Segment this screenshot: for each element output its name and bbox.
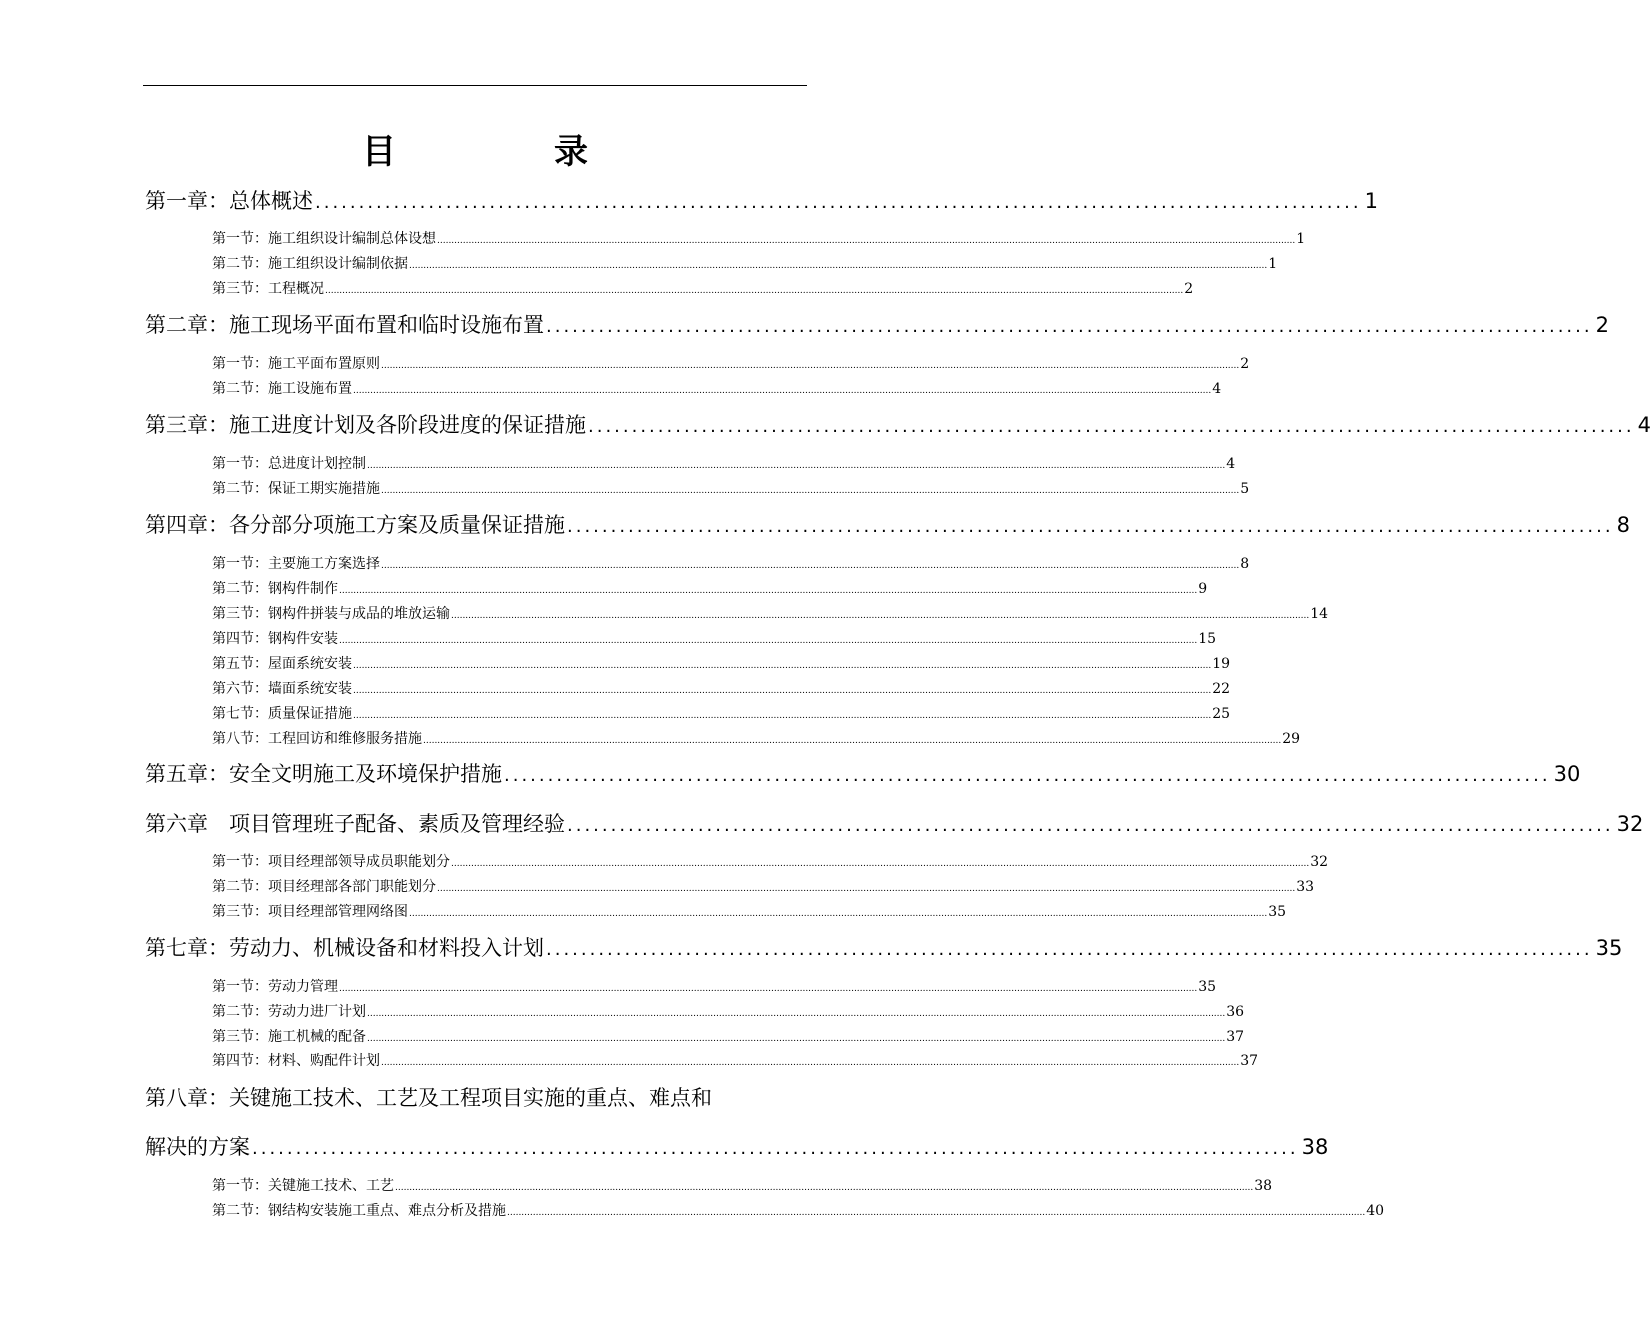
toc-section-entry[interactable] [212, 1001, 1245, 1021]
toc-section-entry[interactable] [212, 453, 1236, 473]
toc-dot-leader: ............................................................................................................................................................................................................................................................................................................ [381, 1058, 1240, 1068]
toc-page-number: 40 [1366, 1203, 1385, 1219]
toc-page-number: 37 [1226, 1029, 1245, 1045]
toc-dot-leader: ........................................................................................................................ [567, 815, 1614, 836]
toc-dot-leader: ............................................................................................................................................................................................................................................................................................................ [353, 661, 1212, 671]
toc-dot-leader: ........................................................................................................................ [504, 765, 1551, 786]
toc-page-number: 4 [1226, 456, 1236, 472]
toc-page-number: 19 [1212, 656, 1231, 672]
toc-dot-leader: ............................................................................................................................................................................................................................................................................................................ [451, 611, 1310, 621]
toc-dot-leader: ............................................................................................................................................................................................................................................................................................................ [367, 1034, 1226, 1044]
toc-section-entry[interactable] [212, 1200, 1385, 1220]
toc-section-entry[interactable] [212, 851, 1329, 871]
toc-section-entry[interactable] [212, 228, 1306, 248]
toc-section-entry[interactable] [212, 703, 1231, 723]
toc-section-entry[interactable] [212, 378, 1222, 398]
toc-entry-title: 第二节：钢构件制作 [212, 581, 338, 597]
toc-entry-title: 第四节：钢构件安装 [212, 631, 338, 647]
toc-dot-leader: ............................................................................................................................................................................................................................................................................................................ [339, 586, 1198, 596]
toc-entry-title: 第二节：项目经理部各部门职能划分 [212, 879, 436, 895]
toc-entry-title: 第一节：施工平面布置原则 [212, 356, 380, 372]
toc-entry-title: 第二章：施工现场平面布置和临时设施布置 [145, 313, 544, 337]
toc-dot-leader: ............................................................................................................................................................................................................................................................................................................ [381, 361, 1240, 371]
toc-section-entry[interactable] [212, 1026, 1245, 1046]
toc-chapter-entry[interactable] [145, 932, 1623, 964]
toc-page-number: 32 [1310, 854, 1329, 870]
toc-section-entry[interactable] [212, 578, 1208, 598]
toc-section-entry[interactable] [212, 976, 1217, 996]
toc-dot-leader: ............................................................................................................................................................................................................................................................................................................ [381, 486, 1240, 496]
toc-entry-title: 解决的方案 [145, 1135, 250, 1159]
toc-entry-title: 第七章：劳动力、机械设备和材料投入计划 [145, 936, 544, 960]
toc-chapter-entry[interactable] [145, 1131, 1329, 1163]
toc-page-number: 37 [1240, 1053, 1259, 1069]
toc-entry-title: 第二节：劳动力进厂计划 [212, 1004, 366, 1020]
toc-entry-title: 第二节：施工组织设计编制依据 [212, 256, 408, 272]
toc-page-number: 38 [1254, 1178, 1273, 1194]
toc-dot-leader: ............................................................................................................................................................................................................................................................................................................ [353, 711, 1212, 721]
toc-entry-title: 第一节：施工组织设计编制总体设想 [212, 231, 436, 247]
toc-entry-title: 第三节：项目经理部管理网络图 [212, 904, 408, 920]
toc-dot-leader: ............................................................................................................................................................................................................................................................................................................ [339, 636, 1198, 646]
toc-section-entry[interactable] [212, 478, 1250, 498]
toc-entry-title: 第二节：钢结构安装施工重点、难点分析及措施 [212, 1203, 506, 1219]
toc-entry-title: 第一节：总进度计划控制 [212, 456, 366, 472]
toc-entry-title: 第七节：质量保证措施 [212, 706, 352, 722]
toc-entry-title: 第一节：劳动力管理 [212, 979, 338, 995]
toc-page-number: 1 [1364, 189, 1378, 213]
toc-entry-title: 第一节：主要施工方案选择 [212, 556, 380, 572]
toc-chapter-entry[interactable] [145, 309, 1609, 341]
toc-chapter-entry[interactable] [145, 808, 1644, 840]
toc-dot-leader: ............................................................................................................................................................................................................................................................................................................ [353, 686, 1212, 696]
toc-page-number: 22 [1212, 681, 1231, 697]
toc-dot-leader: ............................................................................................................................................................................................................................................................................................................ [325, 286, 1184, 296]
toc-dot-leader: ............................................................................................................................................................................................................................................................................................................ [451, 859, 1310, 869]
toc-entry-title: 第八章：关键施工技术、工艺及工程项目实施的重点、难点和 [145, 1086, 712, 1110]
toc-entry-title: 第六章 项目管理班子配备、素质及管理经验 [145, 812, 565, 836]
toc-page-number: 38 [1301, 1135, 1329, 1159]
toc-dot-leader: ............................................................................................................................................................................................................................................................................................................ [507, 1208, 1366, 1218]
toc-chapter-entry[interactable] [145, 758, 1581, 790]
toc-page-number: 5 [1240, 481, 1250, 497]
toc-page-number: 2 [1595, 313, 1609, 337]
toc-chapter-entry[interactable] [145, 509, 1630, 541]
toc-section-entry[interactable] [212, 603, 1329, 623]
toc-section-entry[interactable] [212, 876, 1315, 896]
toc-entry-title: 第三节：工程概况 [212, 281, 324, 297]
toc-dot-leader: ........................................................................................................................ [252, 1138, 1299, 1159]
toc-page-number: 35 [1595, 936, 1623, 960]
toc-dot-leader: ........................................................................................................................ [315, 192, 1362, 213]
toc-dot-leader: ........................................................................................................................ [567, 516, 1614, 537]
toc-dot-leader: ............................................................................................................................................................................................................................................................................................................ [409, 909, 1268, 919]
toc-chapter-entry[interactable] [145, 409, 1651, 441]
toc-entry-title: 第三章：施工进度计划及各阶段进度的保证措施 [145, 413, 586, 437]
page-title: 目 录 [362, 132, 650, 172]
toc-dot-leader: ............................................................................................................................................................................................................................................................................................................ [437, 236, 1296, 246]
toc-entry-title: 第一节：项目经理部领导成员职能划分 [212, 854, 450, 870]
toc-dot-leader: ............................................................................................................................................................................................................................................................................................................ [423, 736, 1282, 746]
toc-section-entry[interactable] [212, 353, 1250, 373]
toc-entry-title: 第六节：墙面系统安装 [212, 681, 352, 697]
toc-dot-leader: ............................................................................................................................................................................................................................................................................................................ [339, 984, 1198, 994]
toc-entry-title: 第一章：总体概述 [145, 189, 313, 213]
toc-dot-leader: ............................................................................................................................................................................................................................................................................................................ [381, 561, 1240, 571]
toc-page-number: 35 [1198, 979, 1217, 995]
toc-page-number: 30 [1553, 762, 1581, 786]
toc-page-number: 32 [1616, 812, 1644, 836]
toc-page-number: 4 [1637, 413, 1651, 437]
toc-dot-leader: ............................................................................................................................................................................................................................................................................................................ [409, 261, 1268, 271]
toc-dot-leader: ............................................................................................................................................................................................................................................................................................................ [395, 1183, 1254, 1193]
toc-section-entry[interactable] [212, 678, 1231, 698]
toc-entry-title: 第三节：施工机械的配备 [212, 1029, 366, 1045]
toc-page-number: 2 [1240, 356, 1250, 372]
toc-page-number: 9 [1198, 581, 1208, 597]
toc-dot-leader: ............................................................................................................................................................................................................................................................................................................ [367, 461, 1226, 471]
toc-chapter-entry[interactable] [145, 185, 1378, 217]
toc-entry-title: 第五节：屋面系统安装 [212, 656, 352, 672]
toc-section-entry[interactable] [212, 1175, 1273, 1195]
toc-entry-title: 第八节：工程回访和维修服务措施 [212, 731, 422, 747]
toc-dot-leader: ........................................................................................................................ [546, 316, 1593, 337]
toc-entry-title: 第四节：材料、购配件计划 [212, 1053, 380, 1069]
toc-entry-title: 第二节：施工设施布置 [212, 381, 352, 397]
toc-entry-title: 第五章：安全文明施工及环境保护措施 [145, 762, 502, 786]
toc-section-entry[interactable] [212, 628, 1217, 648]
toc-section-entry[interactable] [212, 278, 1194, 298]
header-rule [143, 85, 807, 86]
toc-dot-leader: ............................................................................................................................................................................................................................................................................................................ [353, 386, 1212, 396]
toc-chapter-entry[interactable] [145, 1082, 806, 1114]
toc-page-number: 15 [1198, 631, 1217, 647]
toc-page-number: 4 [1212, 381, 1222, 397]
toc-entry-title: 第二节：保证工期实施措施 [212, 481, 380, 497]
toc-page-number: 2 [1184, 281, 1194, 297]
toc-dot-leader: ........................................................................................................................ [588, 416, 1635, 437]
toc-page-number: 1 [1296, 231, 1306, 247]
toc-page-number: 8 [1616, 513, 1630, 537]
toc-dot-leader: ........................................................................................................................ [546, 939, 1593, 960]
toc-page-number: 36 [1226, 1004, 1245, 1020]
toc-section-entry[interactable] [212, 1050, 1259, 1070]
toc-page-number: 29 [1282, 731, 1301, 747]
toc-page-number: 8 [1240, 556, 1250, 572]
toc-dot-leader: ............................................................................................................................................................................................................................................................................................................ [437, 884, 1296, 894]
toc-section-entry[interactable] [212, 653, 1231, 673]
toc-section-entry[interactable] [212, 253, 1278, 273]
toc-section-entry[interactable] [212, 901, 1287, 921]
toc-page-number: 1 [1268, 256, 1278, 272]
toc-section-entry[interactable] [212, 553, 1250, 573]
toc-entry-title: 第一节：关键施工技术、工艺 [212, 1178, 394, 1194]
toc-page-number: 25 [1212, 706, 1231, 722]
toc-page-number: 35 [1268, 904, 1287, 920]
toc-entry-title: 第三节：钢构件拼装与成品的堆放运输 [212, 606, 450, 622]
toc-page-number: 14 [1310, 606, 1329, 622]
toc-dot-leader: ............................................................................................................................................................................................................................................................................................................ [367, 1009, 1226, 1019]
toc-entry-title: 第四章：各分部分项施工方案及质量保证措施 [145, 513, 565, 537]
toc-page-number: 33 [1296, 879, 1315, 895]
toc-section-entry[interactable] [212, 728, 1301, 748]
